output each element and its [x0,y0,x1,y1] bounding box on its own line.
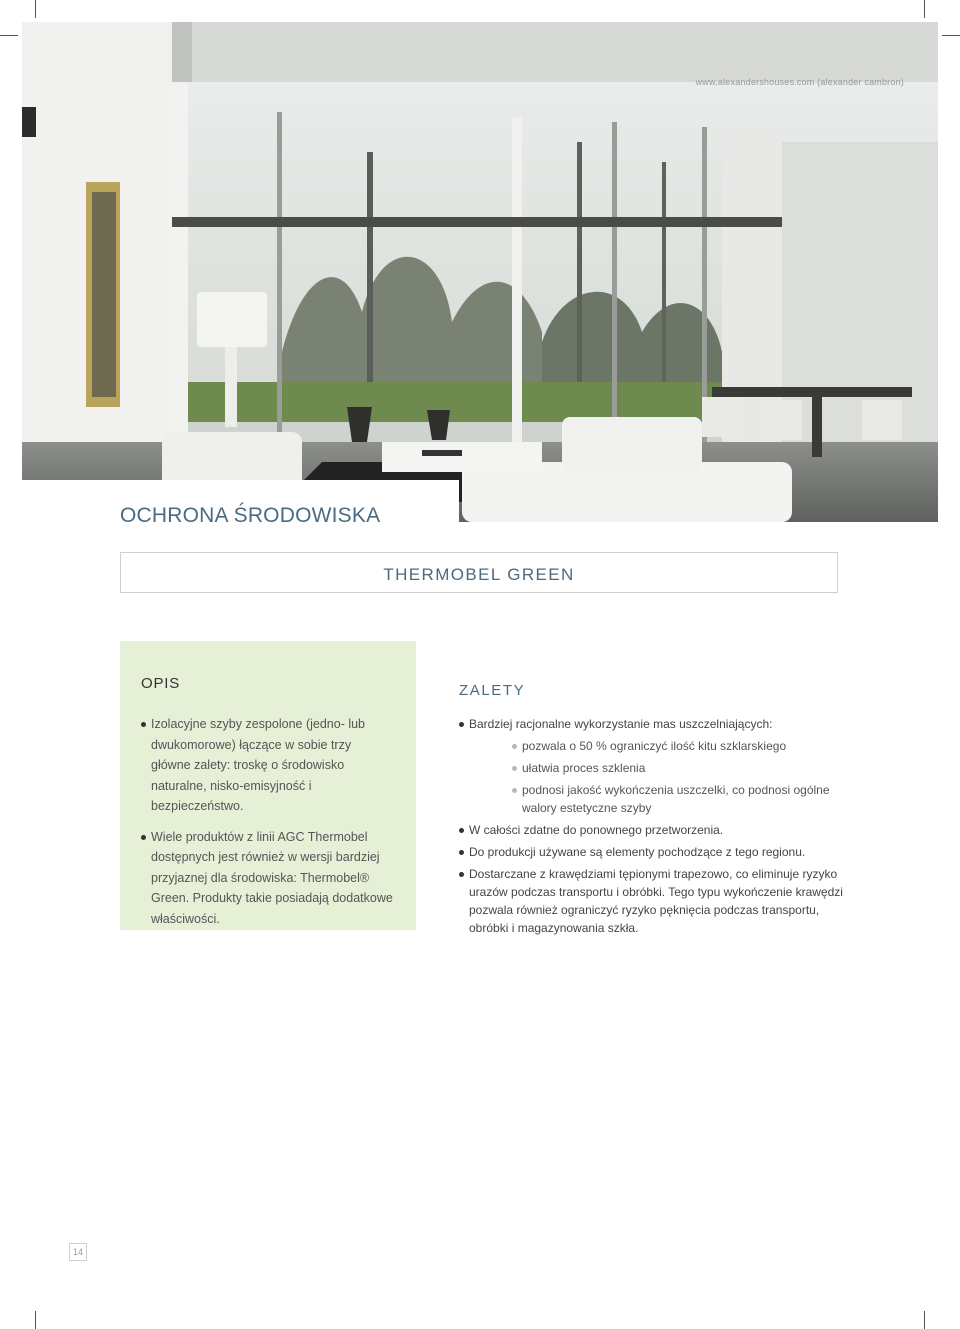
sub-list-item-text: ułatwia proces szklenia [522,761,646,775]
advantages-section [459,682,859,941]
photo-credit: www.alexandershouses.com (alexander cambron) [695,77,904,87]
list-item [459,715,859,817]
list-item [141,827,394,930]
bullet-icon [459,850,464,855]
sub-list [469,737,859,817]
crop-mark [924,1311,925,1329]
crop-mark [942,35,960,36]
product-subtitle: THERMOBEL GREEN [383,565,575,584]
list-item-text: Bardziej racjonalne wykorzystanie mas uszczelniających: [469,717,773,731]
sub-list-item [512,781,859,817]
description-panel [120,641,416,930]
list-item [141,714,394,817]
list-item-text: Izolacyjne szyby zespolone (jedno- lub dwukomorowe) łączące w sobie trzy główne zalety: troskę o środowisko naturalne, nisko-emisyjność i bezpieczeństwo. [151,717,366,813]
bullet-icon [512,766,517,771]
sub-list-item [512,737,859,755]
list-item-text: W całości zdatne do ponownego przetworzenia. [469,823,724,837]
crop-mark [35,1311,36,1329]
list-item-text: Wiele produktów z linii AGC Thermobel dostępnych jest również w wersji bardziej przyjaznej dla środowiska: Thermobel® Green. Produkty takie posiadają dodatkowe właściwości. [151,829,393,926]
list-item-text: Do produkcji używane są elementy pochodzące z tego regionu. [469,845,806,859]
interior-illustration [22,22,938,522]
advantages-list [459,715,859,937]
list-item [459,821,859,839]
list-item-text: Dostarczane z krawędziami tępionymi trapezowo, co eliminuje ryzyko urazów podczas transportu i obróbki. Tego typu wykończenie krawędzi pozwala również ograniczyć ryzyko pęknięcia podczas transportu, obróbki i magazynowania szkła. [469,867,843,935]
list-item [459,865,859,937]
crop-mark [924,0,925,18]
bullet-icon [459,828,464,833]
list-item [459,843,859,861]
description-heading: OPIS [141,675,181,692]
sub-list-item [512,759,859,777]
bullet-icon [459,722,464,727]
crop-mark [0,35,18,36]
bullet-icon [141,722,146,727]
bullet-icon [141,835,146,840]
bullet-icon [512,788,517,793]
subtitle-box [120,552,838,593]
bullet-icon [459,872,464,877]
crop-mark [35,0,36,18]
sub-list-item-text: podnosi jakość wykończenia uszczelki, co podnosi ogólne walory estetyczne szyby [522,783,830,815]
page-number: 14 [69,1243,87,1261]
bullet-icon [512,744,517,749]
page-title: OCHRONA ŚRODOWISKA [120,504,381,527]
advantages-heading: ZALETY [459,682,526,699]
sub-list-item-text: pozwala o 50 % ograniczyć ilość kitu szklarskiego [522,739,787,753]
hero-photo [22,22,938,522]
description-list [141,714,394,929]
